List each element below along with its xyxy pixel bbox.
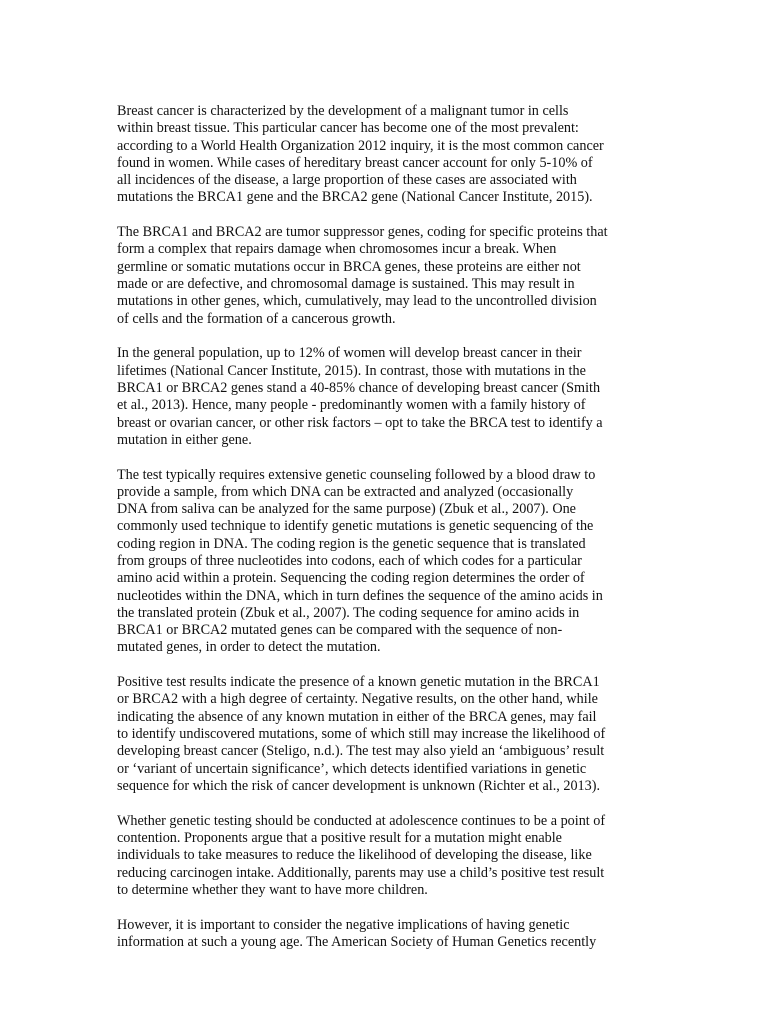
paragraph-2 xyxy=(117,224,657,328)
paragraph-4 xyxy=(117,467,657,657)
text-line: sequence for which the risk of cancer development is unknown (Richter et al., 2013). xyxy=(117,777,601,794)
text-line: from groups of three nucleotides into codons, each of which codes for a particular xyxy=(117,553,582,569)
text-line: contention. Proponents argue that a positive result for a mutation might enable xyxy=(117,829,562,846)
text-line: BRCA1 or BRCA2 mutated genes can be compared with the sequence of non- xyxy=(117,622,563,639)
text-line: provide a sample, from which DNA can be extracted and analyzed (occasionally xyxy=(117,483,574,500)
text-line: information at such a young age. The American Society of Human Genetics recently xyxy=(117,933,597,950)
text-line: mutated genes, in order to detect the mutation. xyxy=(117,639,381,656)
text-line: or BRCA2 with a high degree of certainty. Negative results, on the other hand, while xyxy=(117,691,598,708)
text-line: BRCA1 or BRCA2 genes stand a 40-85% chance of developing breast cancer (Smith xyxy=(117,379,601,396)
text-line: made or are defective, and chromosomal damage is sustained. This may result in xyxy=(117,276,575,293)
paragraph-1 xyxy=(117,103,657,207)
text-line: of cells and the formation of a cancerous growth. xyxy=(117,310,396,327)
text-line: amino acid within a protein. Sequencing the coding region determines the order of xyxy=(117,570,585,587)
text-line: However, it is important to consider the negative implications of having genetic xyxy=(117,916,570,933)
text-line: Whether genetic testing should be conducted at adolescence continues to be a point of xyxy=(117,812,606,829)
text-line: within breast tissue. This particular cancer has become one of the most prevalent: xyxy=(117,120,579,137)
text-line: et al., 2013). Hence, many people - predominantly women with a family history of xyxy=(117,397,586,414)
text-line: indicating the absence of any known mutation in either of the BRCA genes, may fail xyxy=(117,708,597,725)
text-line: all incidences of the disease, a large proportion of these cases are associated with xyxy=(117,172,577,189)
text-line: to identify undiscovered mutations, some of which still may increase the likelihood of xyxy=(117,726,606,743)
paragraph-3 xyxy=(117,345,657,449)
text-line: breast or ovarian cancer, or other risk factors – opt to take the BRCA test to identify a xyxy=(117,414,603,431)
text-line: individuals to take measures to reduce the likelihood of developing the disease, like xyxy=(117,847,592,864)
text-line: coding region in DNA. The coding region is the genetic sequence that is translated xyxy=(117,535,586,552)
text-line: according to a World Health Organization 2012 inquiry, it is the most common cancer xyxy=(117,137,604,154)
text-line: mutations the BRCA1 gene and the BRCA2 gene (National Cancer Institute, 2015). xyxy=(117,189,593,206)
text-line: or ‘variant of uncertain significance’, which detects identified variations in genetic xyxy=(117,760,587,777)
text-line: The BRCA1 and BRCA2 are tumor suppressor genes, coding for specific proteins that xyxy=(117,224,608,241)
text-line: The test typically requires extensive genetic counseling followed by a blood draw to xyxy=(117,466,596,483)
document-body xyxy=(117,103,657,969)
text-line: found in women. While cases of hereditary breast cancer account for only 5-10% of xyxy=(117,154,593,171)
text-line: In the general population, up to 12% of women will develop breast cancer in their xyxy=(117,345,582,362)
paragraph-6 xyxy=(117,813,657,899)
text-line: mutation in either gene. xyxy=(117,431,252,448)
text-line: the translated protein (Zbuk et al., 2007). The coding sequence for amino acids in xyxy=(117,604,580,621)
text-line: reducing carcinogen intake. Additionally, parents may use a child’s positive test result xyxy=(117,864,605,881)
paragraph-7 xyxy=(117,917,657,952)
text-line: developing breast cancer (Steligo, n.d.). The test may also yield an ‘ambiguous’ result xyxy=(117,743,605,760)
text-line: germline or somatic mutations occur in BRCA genes, these proteins are either not xyxy=(117,258,581,275)
text-line: Positive test results indicate the presence of a known genetic mutation in the BRCA1 xyxy=(117,674,600,691)
text-line: mutations in other genes, which, cumulatively, may lead to the uncontrolled division xyxy=(117,293,597,310)
text-line: nucleotides within the DNA, which in turn defines the sequence of the amino acids in xyxy=(117,587,603,604)
text-line: commonly used technique to identify genetic mutations is genetic sequencing of the xyxy=(117,518,594,535)
text-line: lifetimes (National Cancer Institute, 2015). In contrast, those with mutations in the xyxy=(117,362,586,379)
paragraph-5 xyxy=(117,674,657,795)
text-line: form a complex that repairs damage when chromosomes incur a break. When xyxy=(117,241,557,258)
text-line: to determine whether they want to have more children. xyxy=(117,881,428,898)
text-line: DNA from saliva can be analyzed for the same purpose) (Zbuk et al., 2007). One xyxy=(117,501,576,518)
text-line: Breast cancer is characterized by the development of a malignant tumor in cells xyxy=(117,103,569,119)
